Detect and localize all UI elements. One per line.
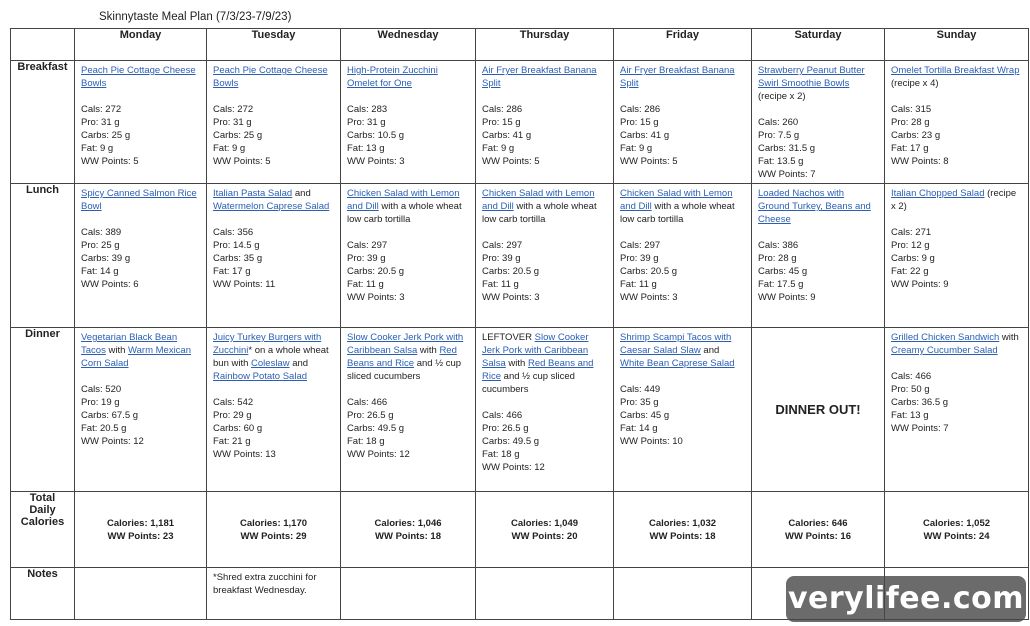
notes-cell-friday [614,568,752,620]
nutrition-line: Carbs: 45 g [620,410,670,421]
recipe-link[interactable]: Creamy Cucumber Salad [891,345,998,356]
nutrition-line: Pro: 50 g [891,384,930,395]
spacer [482,396,607,409]
recipe-description [347,64,469,90]
nutrition-line: WW Points: 12 [81,436,144,447]
nutrition-line: Carbs: 31.5 g [758,143,816,154]
daily-totals [476,517,613,543]
lunch-content [75,184,206,293]
recipe-link[interactable]: Chicken Salad with Lemon and Dill [347,188,460,212]
note-text: *Shred extra zucchini for breakfast Wednesday. [213,572,317,596]
recipe-link[interactable]: Slow Cooker Jerk Pork with Caribbean Salsa [347,332,464,356]
nutrition-line: Cals: 286 [620,104,661,115]
breakfast-content [476,61,613,170]
nutrition-line: WW Points: 5 [482,156,540,167]
lunch-content [885,184,1028,293]
spacer [213,213,334,226]
totals-cell-thursday [476,492,614,568]
recipe-link[interactable]: Grilled Chicken Sandwich [891,332,1000,343]
day-header-saturday: Saturday [752,29,885,61]
total-ww-points: WW Points: 16 [785,530,851,542]
nutrition-line: WW Points: 3 [482,292,540,303]
nutrition-line: Pro: 39 g [620,253,659,264]
page-title: Skinnytaste Meal Plan (7/3/23-7/9/23) [99,11,292,23]
total-calories: Calories: 1,181 [106,517,175,529]
breakfast-content [341,61,475,170]
daily-totals [341,517,475,543]
totals-cell-monday [75,492,207,568]
spacer [81,90,200,103]
nutrition-line: Cals: 520 [81,384,122,395]
nutrition-line: Pro: 12 g [891,240,930,251]
breakfast-content [207,61,340,170]
recipe-link[interactable]: Red Beans and Rice [482,358,594,382]
total-calories: Calories: 1,049 [510,517,579,529]
nutrition-line: Cals: 356 [213,227,254,238]
nutrition-line: WW Points: 12 [347,449,410,460]
nutrition-line: Cals: 272 [81,104,122,115]
breakfast-cell-saturday [752,61,885,184]
spacer [891,357,1022,370]
recipe-description [81,331,200,370]
nutrition-line: Fat: 11 g [482,279,519,290]
note-text [341,568,475,574]
nutrition-line: Carbs: 41 g [620,130,670,141]
totals-row [11,492,1029,568]
recipe-link[interactable]: High-Protein Zucchini Omelet for One [347,65,438,89]
lunch-cell-wednesday [341,184,476,328]
nutrition-line: Pro: 15 g [620,117,659,128]
nutrition-line: Pro: 35 g [620,397,659,408]
nutrition-line: Fat: 13 g [347,143,385,154]
note-text [885,568,1028,574]
total-ww-points: WW Points: 24 [923,530,990,542]
nutrition-line: WW Points: 12 [482,462,545,473]
breakfast-cell-thursday [476,61,614,184]
recipe-link[interactable]: Peach Pie Cottage Cheese Bowls [213,65,328,89]
dinner-cell-saturday [752,328,885,492]
nutrition-line: WW Points: 3 [620,292,678,303]
spacer [482,226,607,239]
recipe-description [620,187,745,226]
breakfast-content [752,61,884,183]
nutrition-line: Cals: 272 [213,104,254,115]
total-ww-points: WW Points: 18 [375,530,441,542]
recipe-link[interactable]: Warm Mexican Corn Salad [81,345,192,369]
nutrition-line: WW Points: 7 [758,169,816,180]
nutrition-line: Carbs: 60 g [213,423,263,434]
recipe-link[interactable]: Strawberry Peanut Butter Swirl Smoothie Bowls [758,65,865,89]
day-header-friday: Friday [614,29,752,61]
recipe-link[interactable]: Watermelon Caprese Salad [213,201,330,212]
recipe-link[interactable]: Air Fryer Breakfast Banana Split [620,65,735,89]
nutrition-line: Fat: 11 g [620,279,657,290]
lunch-cell-monday [75,184,207,328]
day-header-monday: Monday [75,29,207,61]
total-calories: Calories: 1,052 [922,517,991,529]
daily-totals [75,517,206,543]
dinner-cell-monday [75,328,207,492]
day-header-thursday: Thursday [476,29,614,61]
recipe-link[interactable]: Chicken Salad with Lemon and Dill [482,188,595,212]
breakfast-cell-monday [75,61,207,184]
lunch-content [614,184,751,306]
breakfast-content [614,61,751,170]
nutrition-line: WW Points: 5 [81,156,139,167]
recipe-link[interactable]: Peach Pie Cottage Cheese Bowls [81,65,196,89]
nutrition-line: Fat: 18 g [482,449,520,460]
recipe-description [81,64,200,90]
nutrition-line: Pro: 39 g [482,253,521,264]
spacer [891,90,1022,103]
spacer [758,103,878,116]
recipe-description [620,64,745,90]
nutrition-line: Cals: 466 [482,410,523,421]
total-calories: Calories: 1,046 [374,517,442,529]
nutrition-line: WW Points: 5 [620,156,678,167]
total-ww-points: WW Points: 23 [107,530,174,542]
note-text [752,568,884,574]
totals-cell-tuesday [207,492,341,568]
nutrition-line: Pro: 25 g [81,240,120,251]
nutrition-line: Fat: 20.5 g [81,423,127,434]
recipe-description [347,187,469,226]
nutrition-line: Cals: 297 [620,240,661,251]
nutrition-line: Carbs: 41 g [482,130,532,141]
nutrition-line: Pro: 26.5 g [347,410,394,421]
recipe-link[interactable]: Juicy Turkey Burgers with Zucchini [213,332,322,356]
notes-cell-monday [75,568,207,620]
nutrition-line: Fat: 17.5 g [758,279,804,290]
nutrition-line: Cals: 315 [891,104,932,115]
recipe-text: LEFTOVER [482,332,535,343]
lunch-content [476,184,613,306]
nutrition-line: Pro: 28 g [891,117,930,128]
watermark-logo: verylifee.com [786,576,1026,622]
recipe-description [891,187,1022,213]
note-text [75,568,206,574]
breakfast-content [885,61,1028,170]
row-label-totals: Total Daily Calories [11,492,75,568]
recipe-description [482,64,607,90]
recipe-text: and [289,358,309,369]
nutrition-line: Carbs: 25 g [213,130,263,141]
nutrition-line: Cals: 286 [482,104,523,115]
totals-cell-saturday [752,492,885,568]
spacer [891,213,1022,226]
nutrition-line: Pro: 28 g [758,253,797,264]
spacer [482,90,607,103]
nutrition-line: Carbs: 23 g [891,130,941,141]
day-header-sunday: Sunday [885,29,1029,61]
nutrition-line: Pro: 31 g [213,117,252,128]
nutrition-line: Carbs: 49.5 g [347,423,405,434]
spacer [620,370,745,383]
dinner-content [885,328,1028,437]
nutrition-line: Fat: 18 g [347,436,385,447]
meal-plan-table [10,28,1029,620]
nutrition-line: Fat: 13 g [891,410,929,421]
row-label-breakfast: Breakfast [11,61,75,184]
nutrition-line: WW Points: 9 [891,279,949,290]
recipe-description [758,64,878,103]
nutrition-line: WW Points: 8 [891,156,949,167]
spacer [81,213,200,226]
total-ww-points: WW Points: 29 [240,530,307,542]
nutrition-line: Pro: 7.5 g [758,130,800,141]
recipe-link[interactable]: Italian Pasta Salad [213,188,293,199]
totals-cell-friday [614,492,752,568]
breakfast-cell-friday [614,61,752,184]
recipe-text: and ½ cup sliced cucumbers [482,371,575,395]
recipe-description [81,187,200,213]
recipe-text: with a whole wheat low carb tortilla [620,201,735,225]
notes-cell-tuesday [207,568,341,620]
spacer [620,90,745,103]
nutrition-line: Carbs: 25 g [81,130,131,141]
totals-cell-sunday [885,492,1029,568]
lunch-content [207,184,340,293]
header-row [11,29,1029,61]
notes-cell-wednesday [341,568,476,620]
nutrition-line: WW Points: 5 [213,156,271,167]
total-calories: Calories: 1,032 [648,517,717,529]
day-header-tuesday: Tuesday [207,29,341,61]
recipe-description [213,331,334,383]
nutrition-line: WW Points: 11 [213,279,276,290]
nutrition-line: Fat: 14 g [620,423,658,434]
dinner-content [207,328,340,463]
recipe-text: (recipe x 2) [891,188,1017,212]
nutrition-line: Fat: 17 g [891,143,929,154]
recipe-link[interactable]: Slow Cooker Jerk Pork with Caribbean Salsa [482,332,589,369]
nutrition-line: WW Points: 7 [891,423,949,434]
recipe-description [482,187,607,226]
nutrition-line: Cals: 297 [482,240,523,251]
nutrition-line: Fat: 9 g [213,143,246,154]
nutrition-line: Pro: 39 g [347,253,386,264]
dinner-out-label: DINNER OUT! [775,401,861,417]
recipe-link[interactable]: Shrimp Scampi Tacos with Caesar Salad Slaw [620,332,732,356]
note-text [476,568,613,574]
nutrition-line: Carbs: 36.5 g [891,397,949,408]
nutrition-line: Fat: 21 g [213,436,251,447]
nutrition-line: WW Points: 9 [758,292,816,303]
spacer [347,383,469,396]
daily-totals [207,517,340,543]
nutrition-line: Cals: 449 [620,384,661,395]
spacer [81,370,200,383]
total-ww-points: WW Points: 18 [649,530,716,542]
nutrition-line: Cals: 260 [758,117,799,128]
lunch-cell-sunday [885,184,1029,328]
total-ww-points: WW Points: 20 [511,530,578,542]
recipe-link[interactable]: Air Fryer Breakfast Banana Split [482,65,597,89]
recipe-text: with [999,332,1019,343]
nutrition-line: Pro: 19 g [81,397,120,408]
nutrition-line: Fat: 9 g [482,143,515,154]
nutrition-line: Fat: 22 g [891,266,929,277]
recipe-link[interactable]: White Bean Caprese Salad [620,358,735,369]
totals-cell-wednesday [341,492,476,568]
nutrition-line: WW Points: 6 [81,279,139,290]
spacer [347,226,469,239]
recipe-text: with a whole wheat low carb tortilla [347,201,462,225]
recipe-link[interactable]: Spicy Canned Salmon Rice Bowl [81,188,197,212]
daily-totals [614,517,751,543]
recipe-description [891,331,1022,357]
dinner-content [614,328,751,450]
nutrition-line: Pro: 29 g [213,410,252,421]
nutrition-line: Cals: 271 [891,227,932,238]
dinner-row [11,328,1029,492]
nutrition-line: Cals: 386 [758,240,799,251]
nutrition-line: Carbs: 20.5 g [620,266,678,277]
breakfast-cell-sunday [885,61,1029,184]
recipe-text: with [417,345,440,356]
nutrition-line: Pro: 31 g [347,117,386,128]
nutrition-line: Cals: 297 [347,240,388,251]
lunch-cell-saturday [752,184,885,328]
spacer [213,90,334,103]
spacer [347,90,469,103]
recipe-description [213,64,334,90]
lunch-cell-friday [614,184,752,328]
recipe-link[interactable]: Rainbow Potato Salad [213,371,308,382]
recipe-description [758,187,878,226]
recipe-text: and [292,188,311,199]
nutrition-line: Pro: 14.5 g [213,240,260,251]
recipe-text: with a whole wheat low carb tortilla [482,201,597,225]
recipe-link[interactable]: Vegetarian Black Bean Tacos [81,332,178,356]
breakfast-row [11,61,1029,184]
nutrition-line: Fat: 17 g [213,266,251,277]
recipe-link[interactable]: Chicken Salad with Lemon and Dill [620,188,733,212]
nutrition-line: Carbs: 9 g [891,253,935,264]
nutrition-line: Carbs: 10.5 g [347,130,405,141]
nutrition-line: Fat: 9 g [620,143,653,154]
nutrition-line: Carbs: 20.5 g [482,266,540,277]
recipe-description [347,331,469,383]
lunch-cell-thursday [476,184,614,328]
daily-totals [752,517,884,543]
recipe-link[interactable]: Omelet Tortilla Breakfast Wrap [891,65,1020,76]
recipe-description [482,331,607,396]
breakfast-content [75,61,206,170]
nutrition-line: WW Points: 10 [620,436,683,447]
recipe-description [891,64,1022,90]
recipe-link[interactable]: Italian Chopped Salad [891,188,985,199]
dinner-cell-friday [614,328,752,492]
nutrition-line: Cals: 283 [347,104,388,115]
recipe-description [213,187,334,213]
recipe-text: with [505,358,528,369]
nutrition-line: Carbs: 49.5 g [482,436,540,447]
recipe-description [620,331,745,370]
spacer [620,226,745,239]
nutrition-line: WW Points: 3 [347,292,405,303]
nutrition-line: Cals: 389 [81,227,122,238]
recipe-text: and ½ cup sliced cucumbers [347,358,462,382]
recipe-text: and [700,345,720,356]
dinner-cell-thursday [476,328,614,492]
corner-cell [11,29,75,61]
nutrition-line: Fat: 9 g [81,143,114,154]
dinner-content [476,328,613,476]
nutrition-line: Cals: 466 [891,371,932,382]
nutrition-line: WW Points: 3 [347,156,405,167]
recipe-text: (recipe x 2) [758,91,806,102]
recipe-link[interactable]: Coleslaw [251,358,290,369]
nutrition-line: Carbs: 20.5 g [347,266,405,277]
dinner-content [341,328,475,463]
spacer [758,226,878,239]
nutrition-line: Carbs: 67.5 g [81,410,139,421]
nutrition-line: Carbs: 39 g [81,253,131,264]
row-label-dinner: Dinner [11,328,75,492]
breakfast-cell-wednesday [341,61,476,184]
recipe-text: * on a whole wheat bun with [213,345,329,369]
lunch-row [11,184,1029,328]
recipe-link[interactable]: Loaded Nachos with Ground Turkey, Beans and Cheese [758,188,871,225]
dinner-cell-sunday [885,328,1029,492]
nutrition-line: Pro: 15 g [482,117,521,128]
nutrition-line: Cals: 542 [213,397,254,408]
nutrition-line: Carbs: 45 g [758,266,808,277]
nutrition-line: Fat: 14 g [81,266,119,277]
nutrition-line: Pro: 26.5 g [482,423,529,434]
note-text [614,568,751,574]
nutrition-line: Fat: 11 g [347,279,384,290]
nutrition-line: WW Points: 13 [213,449,276,460]
nutrition-line: Cals: 466 [347,397,388,408]
lunch-cell-tuesday [207,184,341,328]
total-calories: Calories: 1,170 [239,517,308,529]
recipe-text: (recipe x 4) [891,78,939,89]
dinner-cell-wednesday [341,328,476,492]
nutrition-line: Pro: 31 g [81,117,120,128]
notes-cell-thursday [476,568,614,620]
dinner-cell-tuesday [207,328,341,492]
total-calories: Calories: 646 [788,517,848,529]
spacer [213,383,334,396]
dinner-content [75,328,206,450]
nutrition-line: Carbs: 35 g [213,253,263,264]
row-label-lunch: Lunch [11,184,75,328]
daily-totals [885,517,1028,543]
nutrition-line: Fat: 13.5 g [758,156,804,167]
breakfast-cell-tuesday [207,61,341,184]
recipe-text: with [105,345,129,356]
recipe-link[interactable]: Red Beans and Rice [347,345,457,369]
row-label-notes: Notes [11,568,75,620]
day-header-wednesday: Wednesday [341,29,476,61]
lunch-content [341,184,475,306]
lunch-content [752,184,884,306]
